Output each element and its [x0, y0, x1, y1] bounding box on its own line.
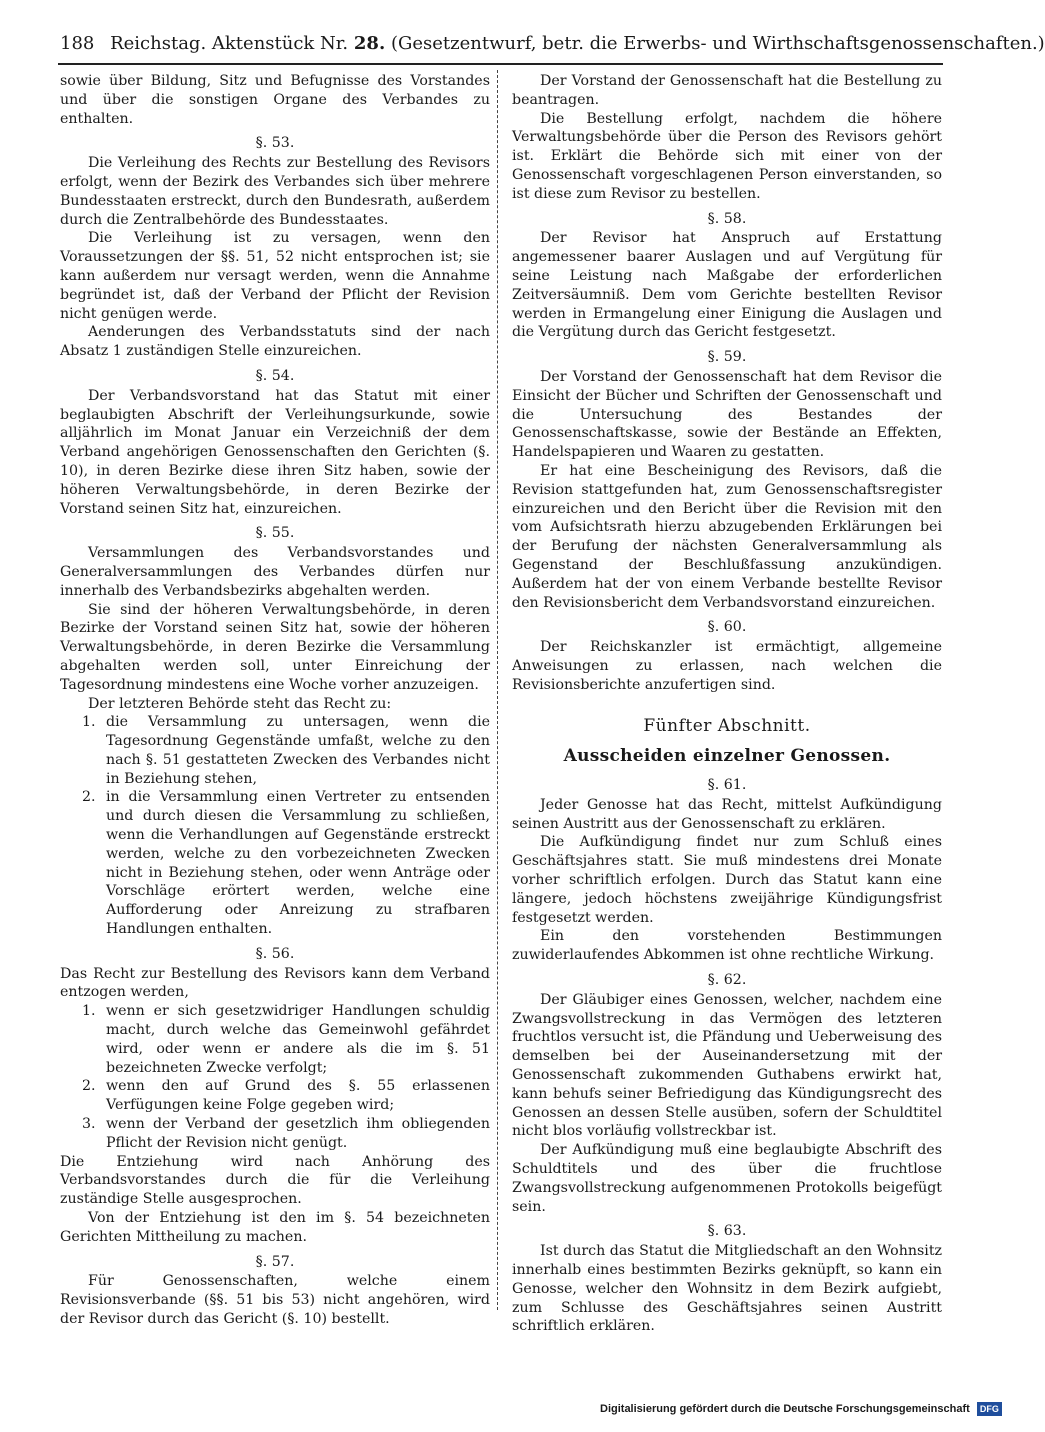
- section-61-paragraph: Ein den vorstehenden Bestimmungen zuwiderlaufendes Abkommen ist ohne rechtliche Wirkung.: [512, 928, 942, 964]
- section-63-paragraph: Ist durch das Statut die Mitgliedschaft an den Wohnsitz innerhalb eines bestimmten Bezirks geknüpft, so kann ein Genosse, welcher den Wohnsitz in dem Bezirk aufgiebt, zum Schlusse des Geschäftsjahres seinen Austritt schriftlich erklären.: [512, 1243, 942, 1335]
- section-55-paragraph: Versammlungen des Verbandsvorstandes und Generalversammlungen des Verbandes dürfen nur innerhalb des Verbandsbezirks abgehalten werden.: [60, 545, 490, 599]
- section-55-title: §. 55.: [255, 525, 295, 542]
- section-59-title: §. 59.: [707, 349, 747, 366]
- chapter-title: Fünfter Abschnitt.: [643, 715, 811, 736]
- page-header: [60, 30, 1045, 58]
- section-57-title: §. 57.: [255, 1253, 295, 1270]
- section-56-paragraph: Von der Entziehung ist den im §. 54 bezeichneten Gerichten Mittheilung zu machen.: [60, 1210, 490, 1245]
- section-53-paragraph: Aenderungen des Verbandsstatuts sind der nach Absatz 1 zuständigen Stelle einzureichen.: [60, 324, 490, 360]
- list-item: 1. wenn er sich gesetzwidriger Handlungen schuldig macht, durch welche das Gemeinwohl gefährdet wird, oder wenn er andere als die im §. 51 bezeichneten Zwecke verfolgt;: [100, 1002, 490, 1077]
- section-62-paragraph: Der Aufkündigung muß eine beglaubigte Abschrift des Schuldtitels und des über die fruchtlose Zwangsvollstreckung aufgenommenen Protokolls beigefügt sein.: [512, 1142, 942, 1215]
- list-item: 2. in die Versammlung einen Vertreter zu entsenden und durch diesen die Versammlung zu schließen, wenn die Verhandlungen auf Gegenstände erstreckt werden, welche zu den vorbezeichneten Zwecken nicht in Beziehung stehen, oder wenn Anträge oder Vorschläge erörtert werden, welche eine Aufforderung oder Anreizung zu strafbaren Handlungen enthalten.: [100, 788, 490, 938]
- section-59-paragraph: Er hat eine Bescheinigung des Revisors, daß die Revision stattgefunden hat, zum Genossenschaftsregister einzureichen und den Bericht über die Revision mit den vom Aufsichtsrath hierzu abzugebenden Erklärungen bei der Berufung der nächsten Generalversammlung als Gegenstand der Beschlußfassung anzukündigen. Außerdem hat der von einem Verbande bestellte Revisor den Revisionsbericht dem Verbandsvorstand einzureichen.: [512, 462, 942, 611]
- section-62-paragraph: Der Gläubiger eines Genossen, welcher, nachdem eine Zwangsvollstreckung in das Vermögen des letzteren fruchtlos versucht ist, die Pfändung und Ueberweisung des demselben bei der Auseinandersetzung mit der Genossenschaft zukommenden Guthabens erwirkt hat, kann behufs seiner Befriedigung das Kündigungsrecht des Genossen an dessen Stelle ausüben, sofern der Schuldtitel nicht blos vorläufig vollstreckbar ist.: [512, 991, 942, 1140]
- intro-paragraph: sowie über Bildung, Sitz und Befugnisse des Vorstandes und über die sonstigen Organe des Verbandes zu enthalten.: [60, 73, 490, 127]
- page-number: 188: [60, 33, 95, 54]
- running-title: Reichstag. Aktenstück Nr.: [110, 33, 349, 54]
- section-56-paragraph: Die Entziehung wird nach Anhörung des Verbandsvorstandes durch die für die Verleihung zuständige Stelle ausgesprochen.: [60, 1153, 490, 1208]
- column-divider: [497, 70, 499, 1310]
- section-60-title: §. 60.: [707, 619, 747, 636]
- section-54-paragraph: Der Verbandsvorstand hat das Statut mit einer beglaubigten Abschrift der Verleihungsurkunde, sowie alljährlich im Monat Januar ein Verzeichniß der dem Verband angehörigen Genossenschaften den Gerichten (§. 10), in deren Bezirke diese ihren Sitz haben, sowie der höheren Verwaltungsbehörde, in deren Bezirke der Vorstand seinen Sitz hat, einzureichen.: [60, 387, 490, 517]
- dfg-logo: DFG: [977, 1402, 1002, 1416]
- credit-text: Digitalisierung gefördert durch die Deutsche Forschungsgemeinschaft: [600, 1403, 970, 1415]
- digitization-credit: [600, 1400, 999, 1418]
- section-56-paragraph: Das Recht zur Bestellung des Revisors kann dem Verband entzogen werden,: [60, 965, 490, 1001]
- section-56-list: [60, 1002, 490, 1152]
- section-55-paragraph: Sie sind der höheren Verwaltungsbehörde, in deren Bezirke der Vorstand seinen Sitz hat, sowie der höheren Verwaltungsbehörde, in deren Bezirke die Versammlung abgehalten werden soll, unter Einreichung der Tagesordnung mindestens eine Woche vorher anzuzeigen.: [60, 601, 490, 693]
- list-item: 2. wenn den auf Grund des §. 55 erlassenen Verfügungen keine Folge gegeben wird;: [100, 1077, 490, 1115]
- list-item: 1. die Versammlung zu untersagen, wenn die Tagesordnung Gegenstände umfaßt, welche zu den nach §. 51 gestatteten Zwecken des Verbandes nicht in Beziehung stehen,: [100, 713, 490, 788]
- section-58-title: §. 58.: [707, 210, 747, 227]
- section-60-paragraph: Der Reichskanzler ist ermächtigt, allgemeine Anweisungen zu erlassen, nach welchen die Revisionsberichte anzufertigen sind.: [512, 639, 942, 693]
- header-rule: [58, 63, 943, 65]
- section-57-paragraph: Für Genossenschaften, welche einem Revisionsverbande (§§. 51 bis 53) nicht angehören, wird der Revisor durch das Gericht (§. 10) bestellt.: [60, 1273, 490, 1327]
- list-item: 3. wenn der Verband der gesetzlich ihm obliegenden Pflicht der Revision nicht genügt.: [100, 1115, 490, 1153]
- left-column: [60, 72, 490, 1329]
- section-53-title: §. 53.: [255, 135, 295, 152]
- section-54-title: §. 54.: [255, 367, 295, 384]
- right-column: [512, 72, 942, 1336]
- section-53-paragraph: Die Verleihung des Rechts zur Bestellung des Revisors erfolgt, wenn der Bezirk des Verbandes sich über mehrere Bundesstaaten erstreckt, durch den Bundesrath, außerdem durch die Zentralbehörde des Bundesstaates.: [60, 155, 490, 228]
- section-59-paragraph: Der Vorstand der Genossenschaft hat dem Revisor die Einsicht der Bücher und Schriften der Genossenschaft und die Untersuchung des Bestandes der Genossenschaftskasse, sowie der Bestände an Effekten, Handelspapieren und Waaren zu gestatten.: [512, 368, 942, 461]
- section-61-paragraph: Jeder Genosse hat das Recht, mittelst Aufkündigung seinen Austritt aus der Genossenschaft zu erklären.: [512, 796, 942, 832]
- document-subject: (Gesetzentwurf, betr. die Erwerbs- und Wirthschaftsgenossenschaften.): [390, 33, 1045, 54]
- section-57-paragraph: Die Bestellung erfolgt, nachdem die höhere Verwaltungsbehörde über die Person des Revisors gehört ist. Erklärt die Behörde sich mit einer von der Genossenschaft vorgeschlagenen Person einverstanden, so ist diese zum Revisor zu bestellen.: [512, 110, 942, 202]
- section-55-list: [60, 713, 490, 939]
- document-number: 28.: [353, 33, 386, 54]
- section-53-paragraph: Die Verleihung ist zu versagen, wenn den Voraussetzungen der §§. 51, 52 nicht entsprochen ist; sie kann außerdem nur versagt werden, wenn die Annahme begründet ist, daß der Verband der Pflicht der Revision nicht genügen werde.: [60, 230, 490, 322]
- section-55-paragraph: Der letzteren Behörde steht das Recht zu:: [88, 695, 392, 712]
- section-63-title: §. 63.: [707, 1223, 747, 1240]
- section-56-title: §. 56.: [255, 945, 295, 962]
- section-61-paragraph: Die Aufkündigung findet nur zum Schluß eines Geschäftsjahres statt. Sie muß mindestens drei Monate vorher schriftlich erfolgen. Durch das Statut kann eine längere, jedoch höchstens zweijährige Kündigungsfrist festgesetzt werden.: [512, 834, 942, 926]
- chapter-subtitle: Ausscheiden einzelner Genossen.: [563, 746, 891, 767]
- section-62-title: §. 62.: [707, 972, 747, 989]
- section-58-paragraph: Der Revisor hat Anspruch auf Erstattung angemessener baarer Auslagen und auf Vergütung für seine Leistung nach Maßgabe der erforderlichen Zeitversäumniß. Dem vom Gerichte bestellten Revisor werden in Ermangelung einer Einigung die Auslagen und die Vergütung durch das Gericht festgesetzt.: [512, 230, 942, 341]
- section-61-title: §. 61.: [707, 777, 747, 794]
- section-57-paragraph: Der Vorstand der Genossenschaft hat die Bestellung zu beantragen.: [512, 73, 942, 108]
